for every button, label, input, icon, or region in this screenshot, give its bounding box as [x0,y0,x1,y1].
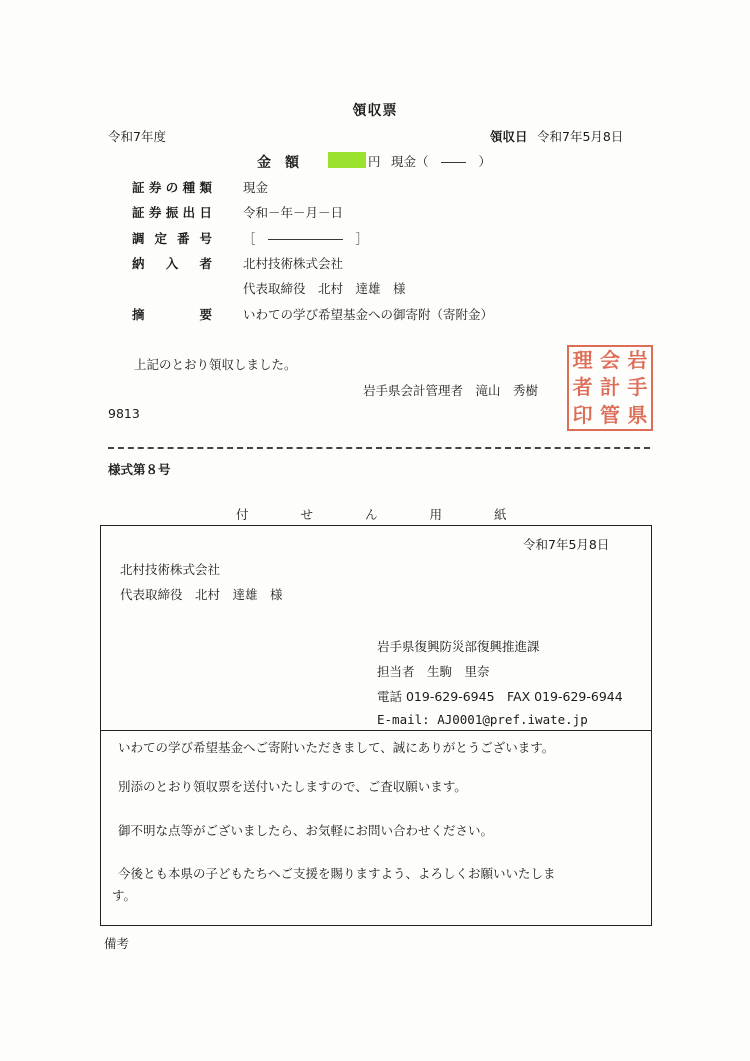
remarks-label: 備考 [104,936,130,951]
recipient-company: 北村技術株式会社 [120,562,221,577]
seal-char: 管 [599,402,620,427]
receipt-date-label: 領収日 [490,129,528,144]
sender-email: E-mail: AJ0001@pref.iwate.jp [377,712,588,727]
fiscal-year: 令和7年度 [108,129,166,144]
receipt-number: 9813 [108,406,140,421]
label-char: 定 [154,231,167,246]
label-char: 振 [165,205,179,220]
sender-staff: 担当者 生駒 里奈 [377,664,490,679]
row-label-adjustment-number [132,229,212,247]
label-char: の [165,180,179,195]
amount-label: 金 額 [257,155,299,171]
form-title: 付せん用紙 [236,507,559,522]
seal-char: 理 [572,348,593,372]
label-char: 納 [132,256,145,271]
received-text: 上記のとおり領収しました。 [134,357,297,372]
row-value-payer-person: 代表取締役 北村 達雄 様 [243,281,406,296]
row-value-adjustment-number: ［ ―――――― ］ [243,231,369,246]
label-char: 入 [165,256,179,271]
para-inquiries: 御不明な点等がございましたら、お気軽にお問い合わせください。 [118,823,494,838]
seal-char: 岩 [627,348,648,372]
sender-tel: 電話 019-629-6945 FAX 019-629-6944 [377,689,623,704]
label-char: 券 [148,180,162,195]
para-support-cont: す。 [112,888,137,903]
amount-method: 現金（ ―― ） [391,154,492,169]
seal-char: 県 [627,402,648,427]
seal-char: 者 [572,375,593,400]
row-label-issue-date [132,203,212,221]
para-thanks: いわての学び希望基金へご寄附いただきまして、誠にありがとうございます。 [118,740,555,755]
row-label-payer [132,254,212,272]
label-char: 種 [182,180,196,195]
amount-highlight [328,152,366,168]
label-char: 出 [182,205,196,220]
amount-value [328,151,366,168]
form-number: 様式第８号 [108,462,171,477]
row-value-payer-company: 北村技術株式会社 [243,256,344,271]
label-char: 者 [199,256,212,271]
row-value-security-type: 現金 [243,180,269,195]
seal-char: 会 [599,348,620,372]
label-char: 番 [176,231,190,246]
row-value-issue-date: 令和－年－月－日 [243,205,344,220]
official-seal [567,345,653,431]
issuer: 岩手県会計管理者 滝山 秀樹 [363,383,539,398]
label-char: 日 [199,205,212,220]
receipt-title: 領収票 [352,103,398,119]
label-char: 摘 [132,307,145,322]
row-value-summary: いわての学び希望基金への御寄附（寄附金） [243,307,494,322]
label-char: 要 [199,307,212,322]
recipient-person: 代表取締役 北村 達雄 様 [120,587,283,602]
label-char: 券 [148,205,162,220]
para-enclosed: 別添のとおり領収票を送付いたしますので、ご査収願います。 [118,779,467,794]
note-divider [101,730,651,731]
label-char: 証 [132,205,145,220]
receipt-date: 令和7年5月8日 [537,129,624,144]
para-support: 今後とも本県の子どもたちへご支援を賜りますよう、よろしくお願いいたしま [118,866,556,881]
seal-char: 計 [599,375,620,400]
row-label-summary [132,305,212,323]
form-date: 令和7年5月8日 [523,537,610,552]
row-label-security-type [132,178,212,196]
label-char: 証 [132,180,145,195]
cut-line [108,447,650,449]
amount-unit: 円 [368,154,381,169]
sender-dept: 岩手県復興防災部復興推進課 [377,639,540,654]
seal-char: 手 [627,375,648,400]
label-char: 類 [199,180,212,195]
label-char: 号 [199,231,212,246]
label-char: 調 [132,231,145,246]
seal-char: 印 [572,402,593,427]
